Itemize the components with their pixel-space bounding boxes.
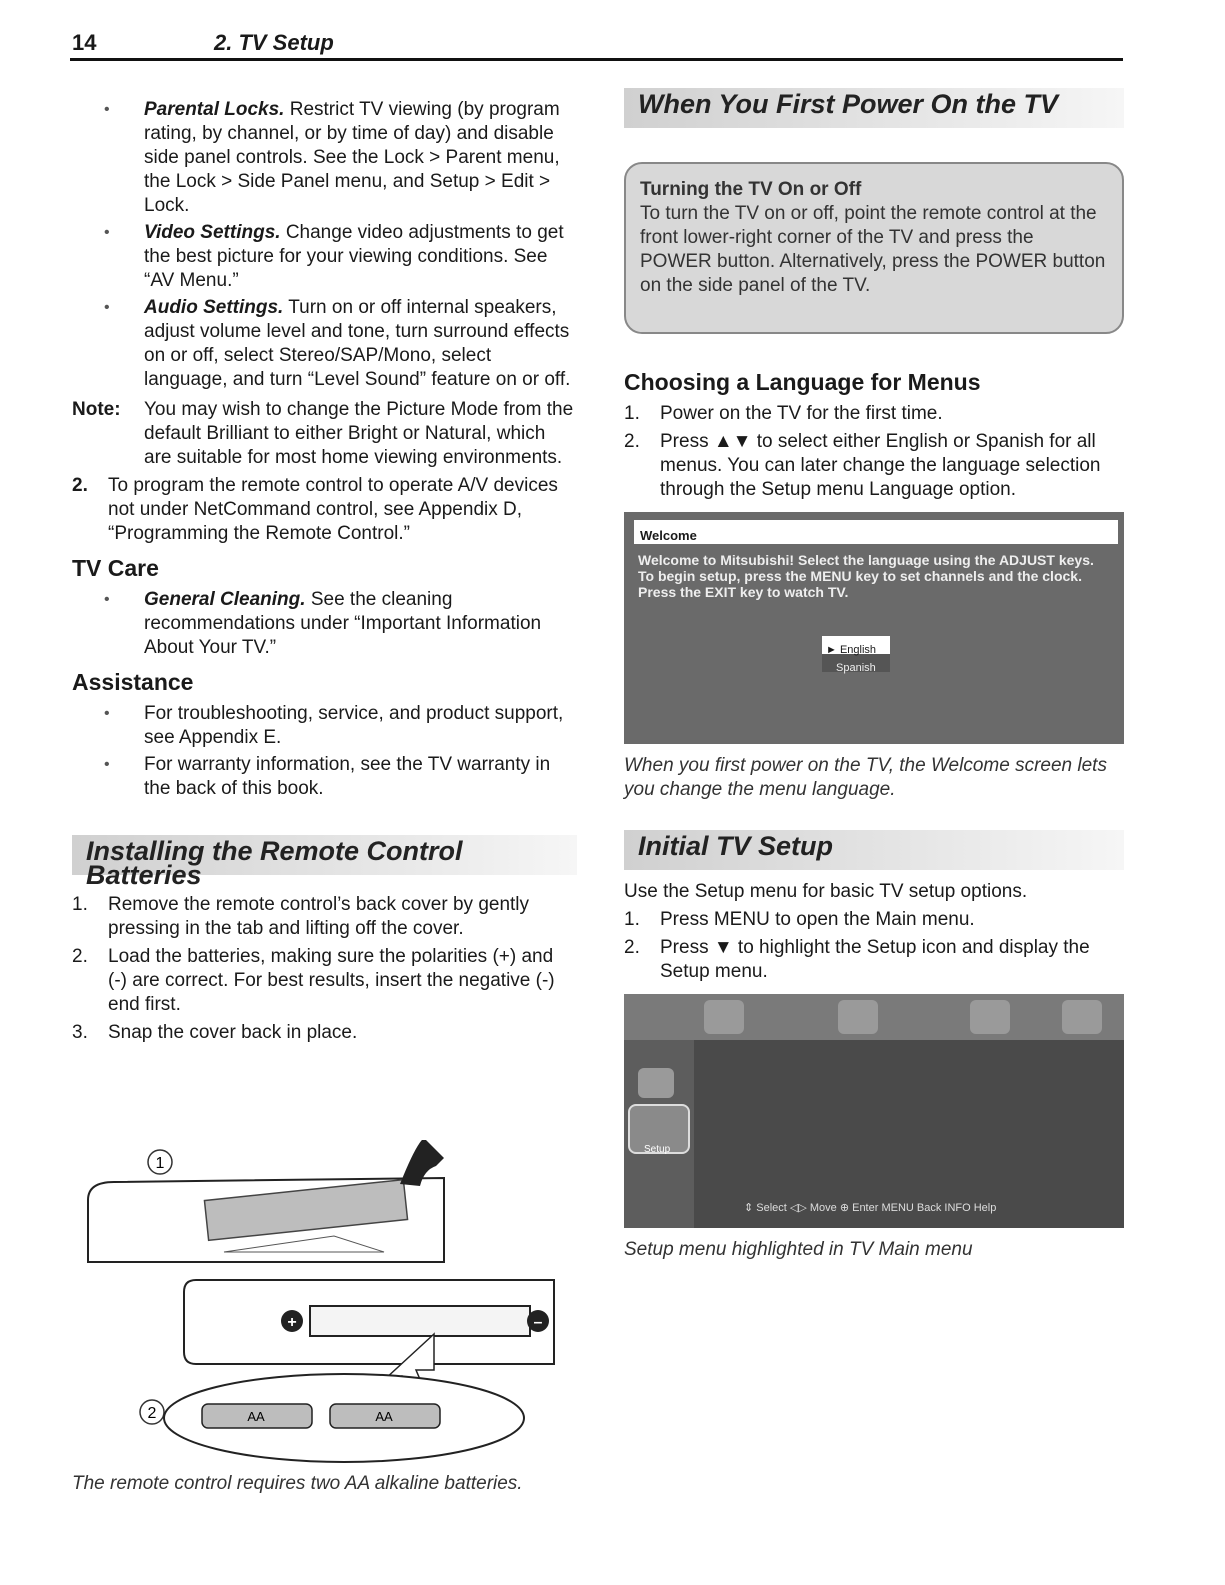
assistance-text: For troubleshooting, service, and product support, see Appendix E.: [144, 703, 564, 748]
assistance-text: For warranty information, see the TV warranty in the back of this book.: [144, 754, 551, 799]
header-rule: [70, 58, 1123, 61]
bullet-label: Parental Locks.: [144, 99, 285, 120]
bullet-text: Turn on or off internal speakers, adjust volume level and tone, turn surround effects on or off, select Stereo/SAP/Mono, select language, and turn “Level Sound” feature on or off.: [144, 297, 571, 390]
step-2-marker: [140, 1400, 164, 1424]
step-text: Remove the remote control’s back cover by gently pressing in the tab and lifting off the cover.: [108, 894, 530, 939]
page-number: 14: [72, 30, 97, 55]
step-text: Press ▼ to highlight the Setup icon and display the Setup menu.: [660, 937, 1090, 982]
note-label: Note:: [72, 399, 121, 420]
language-step: [624, 402, 1124, 426]
initial-setup-heading: Initial TV Setup: [624, 830, 1124, 870]
svg-text:+: +: [287, 1314, 297, 1331]
power-on-heading: When You First Power On the TV: [624, 88, 1124, 128]
bullet-label: Video Settings.: [144, 222, 281, 243]
step-number: 1.: [624, 403, 640, 424]
bullet-general-cleaning: [72, 588, 577, 660]
box-text: To turn the TV on or off, point the remote control at the front lower-right corner of the TV and press the POWER button. Alternatively, press the POWER button on the side panel of the TV.: [640, 203, 1106, 296]
left-column: [72, 98, 577, 1049]
battery-step: [72, 1021, 577, 1045]
step-text: Power on the TV for the first time.: [660, 403, 943, 424]
welcome-screen: [624, 512, 1124, 744]
main-menu-screen: [624, 994, 1124, 1228]
picture-mode-note: [72, 398, 577, 470]
svg-text:1: 1: [155, 1155, 165, 1172]
batteries-heading: Installing the Remote Control Batteries: [72, 835, 577, 875]
assistance-item: [72, 702, 577, 750]
step-program-remote: [72, 474, 577, 546]
step-number: 1.: [624, 909, 640, 930]
svg-text:AA: AA: [375, 1409, 393, 1424]
step-number: 2.: [624, 937, 640, 958]
step-number: 2.: [624, 431, 640, 452]
step-text: Load the batteries, making sure the polarities (+) and (-) are correct. For best results, insert the negative (-) end first.: [108, 946, 555, 1015]
setup-caption: Setup menu highlighted in TV Main menu: [624, 1239, 973, 1260]
cc-icon[interactable]: [638, 1068, 674, 1098]
bullet-label: General Cleaning.: [144, 589, 306, 610]
step-number: 2.: [72, 475, 88, 496]
setup-step: [624, 908, 1124, 932]
step-text: Snap the cover back in place.: [108, 1022, 358, 1043]
gear-icon[interactable]: [1062, 1000, 1102, 1034]
bullet-parental-locks: [72, 98, 577, 218]
step-text: Press ▲▼ to select either English or Spanish for all menus. You can later change the language selection through the Setup menu Language option.: [660, 431, 1101, 500]
aa-batteries: [164, 1374, 524, 1462]
remote-back-view: [88, 1178, 444, 1262]
welcome-caption: When you first power on the TV, the Welcome screen lets you change the menu language.: [624, 755, 1107, 800]
tools-icon[interactable]: [970, 1000, 1010, 1034]
battery-caption: The remote control requires two AA alkaline batteries.: [72, 1473, 523, 1494]
welcome-title-bar: Welcome: [634, 520, 1118, 544]
step-1-marker: [148, 1150, 172, 1174]
bullet-text: See the cleaning recommendations under “Important Information About Your TV.”: [144, 589, 542, 658]
language-step: [624, 430, 1124, 502]
language-heading: Choosing a Language for Menus: [624, 369, 981, 395]
channel-icon[interactable]: [838, 1000, 878, 1034]
setup-step: [624, 936, 1124, 984]
setup-menu-item[interactable]: [628, 1104, 690, 1154]
note-text: You may wish to change the Picture Mode from the default Brilliant to either Bright or Natural, which are suitable for most home viewing environments.: [144, 399, 574, 468]
turning-tv-on-off-box: [624, 162, 1124, 334]
step-text: Press MENU to open the Main menu.: [660, 909, 975, 930]
language-selector[interactable]: [822, 636, 890, 672]
tv-care-heading: TV Care: [72, 555, 159, 581]
welcome-line: Welcome to Mitsubishi! Select the language using the ADJUST keys.: [638, 552, 1094, 568]
svg-text:AA: AA: [247, 1409, 265, 1424]
right-column: [624, 88, 1124, 1262]
language-option-english[interactable]: ► English: [822, 636, 890, 654]
bullet-audio-settings: [72, 296, 577, 392]
bullet-label: Audio Settings.: [144, 297, 284, 318]
setup-label: Setup: [644, 1144, 671, 1155]
assistance-heading: Assistance: [72, 669, 194, 695]
battery-step: [72, 945, 577, 1017]
box-title: Turning the TV On or Off: [640, 179, 862, 200]
step-number: 2.: [72, 946, 88, 967]
battery-illustration: [84, 1140, 564, 1470]
welcome-line: Press the EXIT key to watch TV.: [638, 584, 849, 600]
step-number: 1.: [72, 894, 88, 915]
svg-text:–: –: [533, 1314, 543, 1331]
assistance-item: [72, 753, 577, 801]
bullet-text: Change video adjustments to get the best picture for your viewing conditions. See “AV Menu.”: [144, 222, 564, 291]
menu-footer-help: ⇕ Select ◁▷ Move ⊕ Enter MENU Back INFO Help: [744, 1202, 997, 1214]
help-icon[interactable]: [704, 1000, 744, 1034]
battery-step: [72, 893, 577, 941]
section-title: 2. TV Setup: [214, 30, 334, 55]
bullet-text: Restrict TV viewing (by program rating, by channel, or by time of day) and disable side panel controls. See the Lock > Parent menu, the Lock > Side Panel menu, and Setup > Edit > Lock.: [144, 99, 560, 216]
welcome-message: [638, 552, 1094, 600]
initial-setup-intro: Use the Setup menu for basic TV setup options.: [624, 881, 1028, 902]
step-text: To program the remote control to operate A/V devices not under NetCommand control, see Appendix D, “Programming the Remote Control.”: [108, 475, 558, 544]
svg-text:2: 2: [147, 1405, 157, 1422]
welcome-line: To begin setup, press the MENU key to set channels and the clock.: [638, 568, 1082, 584]
step-number: 3.: [72, 1022, 88, 1043]
language-option-spanish[interactable]: Spanish: [836, 662, 876, 674]
bullet-video-settings: [72, 221, 577, 293]
